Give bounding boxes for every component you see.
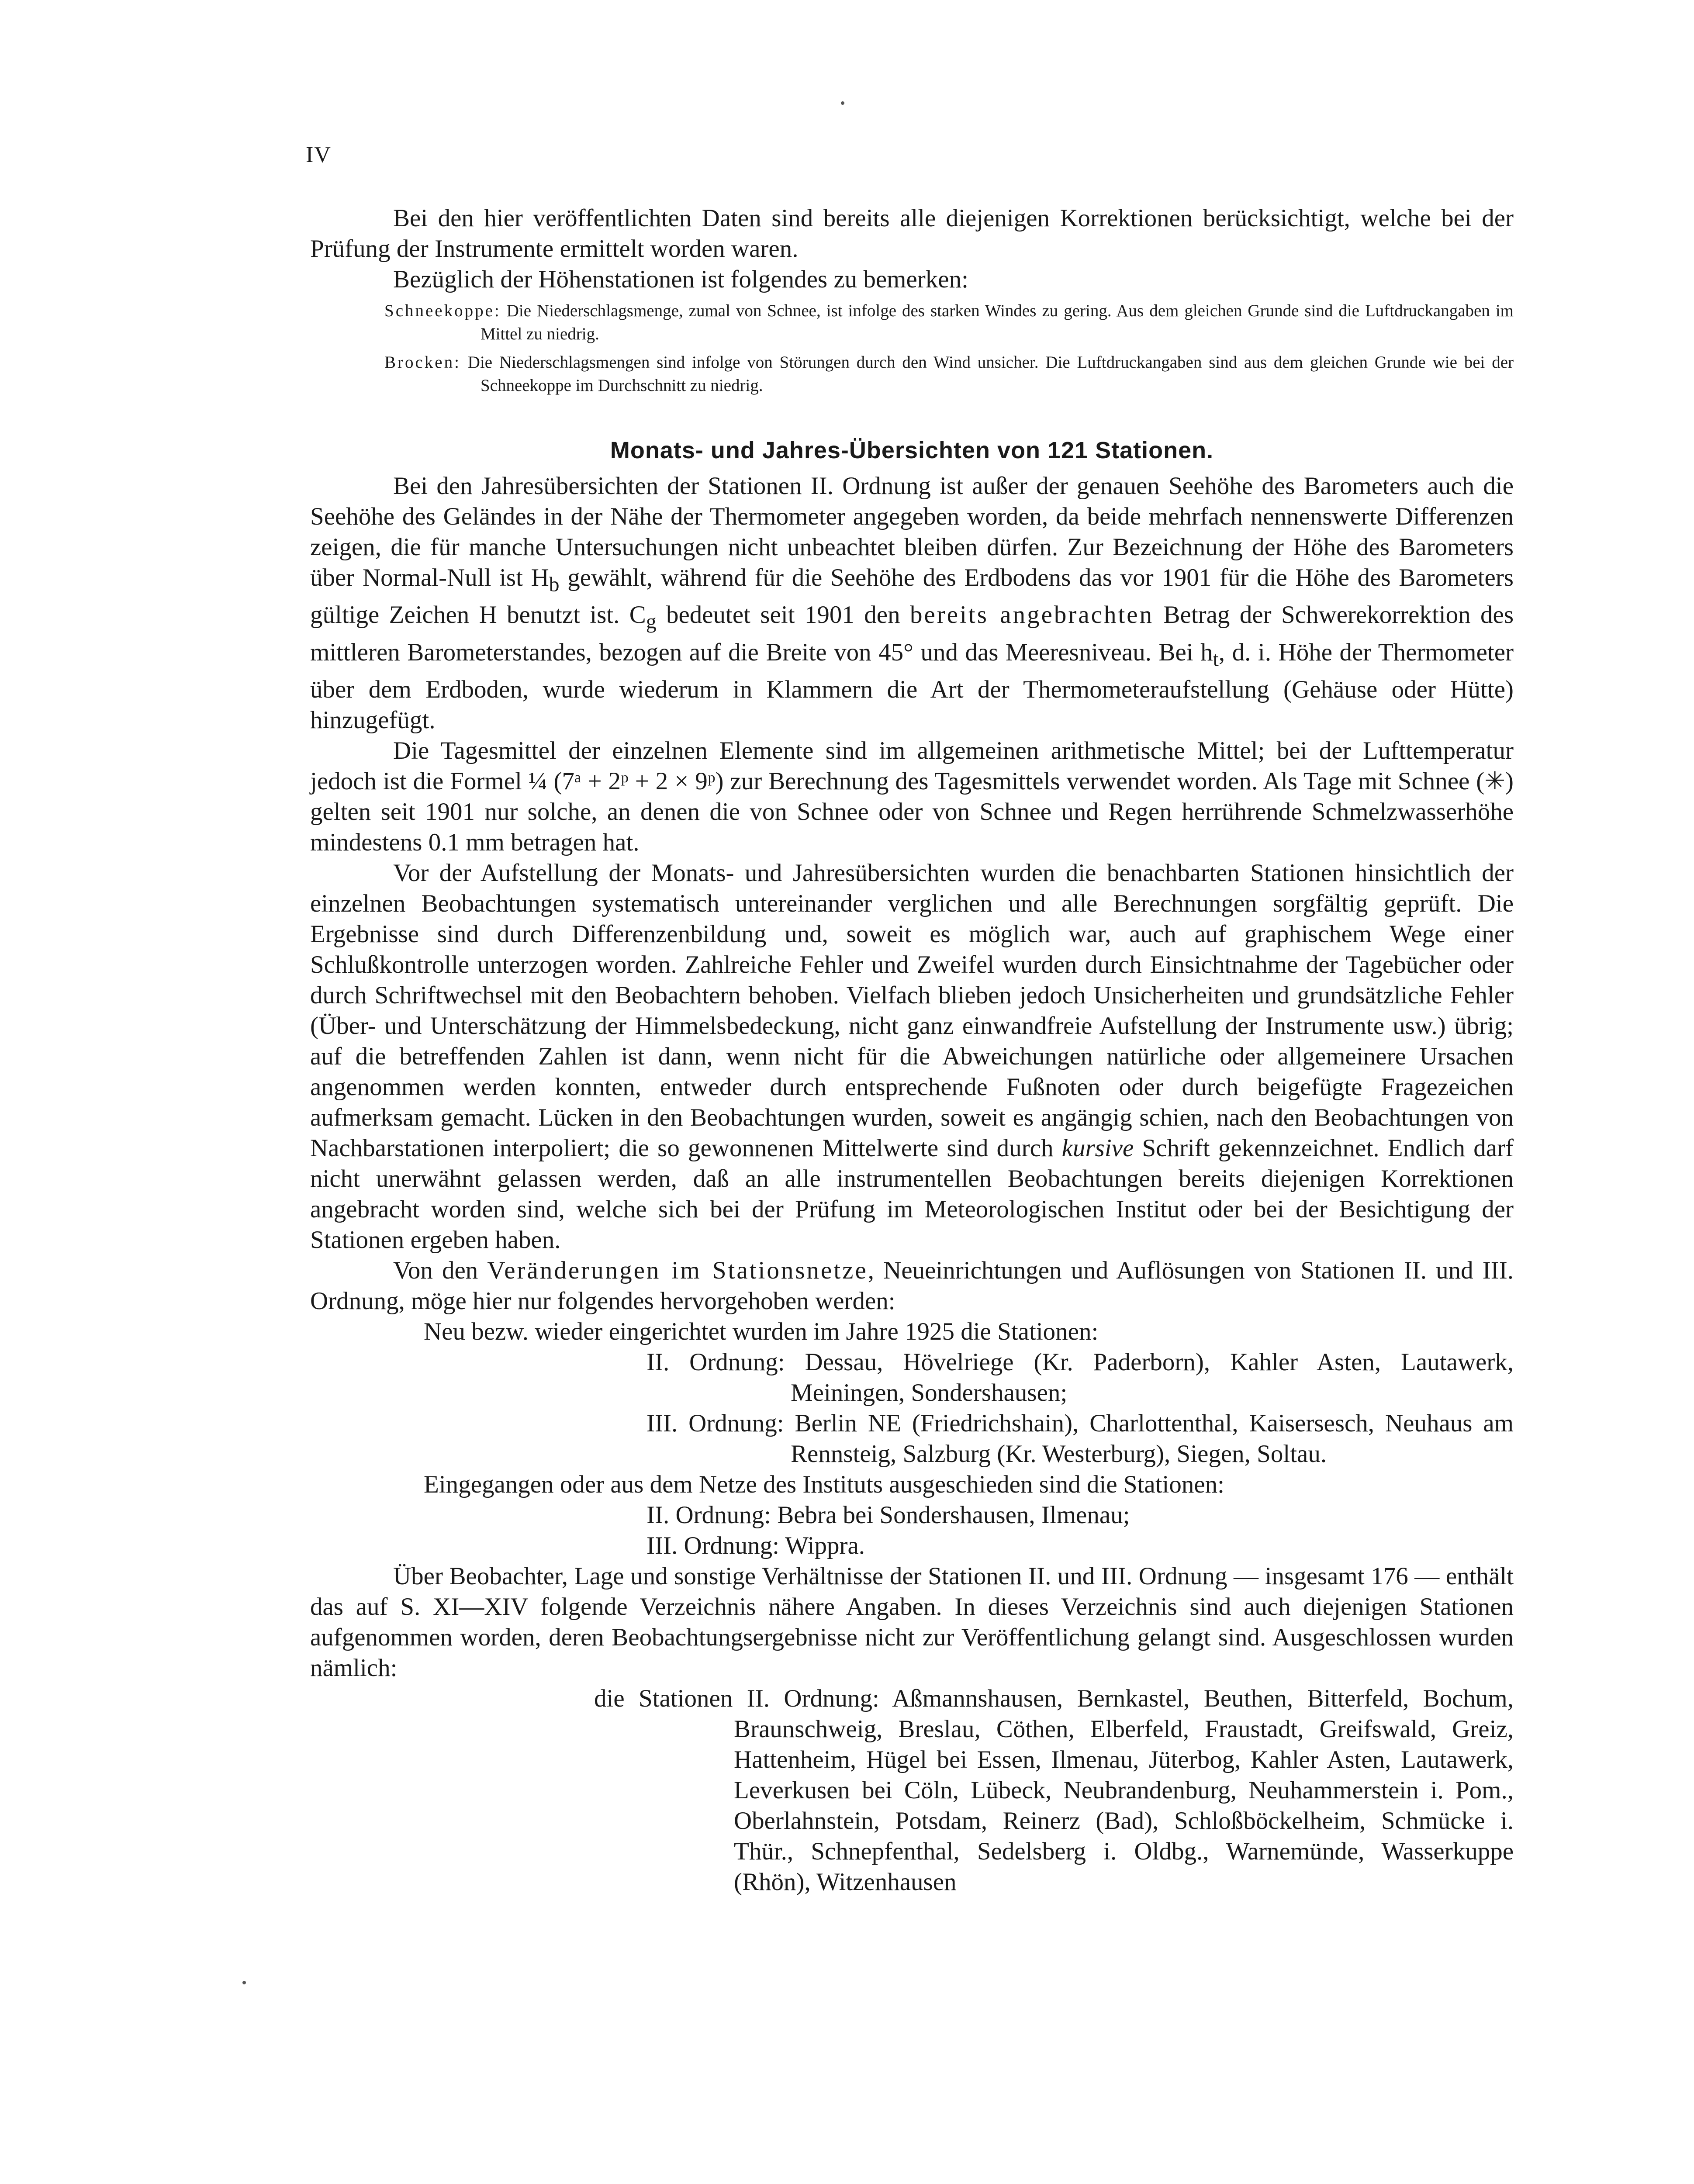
section-heading: Monats- und Jahres-Übersichten von 121 Stationen.: [610, 437, 1214, 463]
intro-paragraph-1: Bei den hier veröffentlichten Daten sind bereits alle diejenigen Korrektionen berücksichtigt, welche bei der Prüfung der Instrumente ermittelt worden waren.: [310, 204, 1514, 263]
spaced-emphasis: Veränderungen im Stationsnetze: [487, 1257, 868, 1285]
text-run: Von den: [393, 1257, 487, 1285]
text-run: Schrift gekennzeichnet. Endlich darf nicht unerwähnt gelassen werden, daß an alle instrumentellen Beobachtungen bereits diejenigen Korrektionen angebracht worden sind, welche sich bei der Prüfung im Meteorologischen Institut oder bei der Besichtigung der Stationen ergeben haben.: [310, 1134, 1514, 1254]
note-brocken: [384, 351, 1514, 397]
main-body: [310, 471, 1514, 1897]
note-station-name: Schneekoppe:: [384, 301, 501, 320]
note-station-name: Brocken:: [384, 353, 461, 372]
text-run: Vor der Aufstellung der Monats- und Jahresübersichten wurden die benachbarten Stationen hinsichtlich der einzelnen Beobachtungen systematisch untereinander verglichen und alle Berechnungen sorgfältig geprüft. Die Ergebnisse sind durch Differenzenbildung und, soweit es möglich war, auch auf graphischem Wege einer Schlußkontrolle unterzogen worden. Zahlreiche Fehler und Zweifel wurden durch Einsichtnahme der Tagebücher oder durch Schriftwechsel mit den Beobachtern behoben. Vielfach blieben jedoch Unsicherheiten und grundsätzliche Fehler (Über- und Unterschätzung der Himmelsbedeckung, nicht ganz einwandfreie Aufstellung der Instrumente usw.) übrig; auf die betreffenden Zahlen ist dann, wenn nicht für die Abweichungen natürliche oder allgemeinere Ursachen angenommen werden konnten, entweder durch entsprechende Fußnoten oder durch beigefügte Fragezeichen aufmerksam gemacht. Lücken in den Beobachtungen wurden, soweit es angängig schien, nach den Beobachtungen von Nachbarstationen interpoliert; die so gewonnenen Mittelwerte sind durch: [310, 859, 1514, 1162]
subscript: b: [549, 573, 560, 596]
excluded-stations: die Stationen II. Ordnung: Aßmannshausen, Bernkastel, Beuthen, Bitterfeld, Bochum, Braunschweig, Breslau, Cöthen, Elberfeld, Fraustadt, Greifswald, Greiz, Hattenheim, Hügel bei Essen, Ilmenau, Jüterbog, Kahler Asten, Lautawerk, Leverkusen bei Cöln, Lübeck, Neubrandenburg, Neuhammerstein i. Pom., Oberlahnstein, Potsdam, Reinerz (Bad), Schloßböckelheim, Schmücke i. Thür., Schnepfenthal, Sedelsberg i. Oldbg., Warnemünde, Wasserkuppe (Rhön), Witzenhausen: [594, 1685, 1514, 1896]
text-run: bedeutet seit 1901 den: [656, 601, 910, 629]
print-speck: [242, 1981, 246, 1984]
body-paragraph-3: [310, 858, 1514, 1255]
closed-stations-order-ii: II. Ordnung: Bebra bei Sondershausen, Ilmenau;: [646, 1501, 1130, 1529]
closed-stations-order-iii: III. Ordnung: Wippra.: [646, 1532, 865, 1560]
intro-section: [310, 203, 1514, 295]
spaced-emphasis: bereits angebrachten: [909, 601, 1154, 629]
subscript: g: [646, 610, 657, 633]
text-run: Bei den Jahresübersichten der Stationen II. Ordnung ist außer der genauen Seehöhe des Barometers auch die Seehöhe des Geländes in der Nähe der Thermometer angegeben worden, da beide mehrfach nennenswerte Differenzen zeigen, die für manche Untersuchungen nicht unbeachtet bleiben dürfen. Zur Bezeichnung der Höhe des Barometers über Normal-Null ist H: [310, 472, 1514, 591]
text-run: gewählt, während für die Seehöhe des Erdbodens das vor 1901 für die Höhe des Barometers gültige Zeichen H benutzt ist. C: [310, 564, 1514, 629]
station-changes-list: [310, 1317, 1514, 1561]
print-speck: [841, 101, 844, 105]
station-notes: [384, 299, 1514, 397]
new-stations-intro: Neu bezw. wieder eingerichtet wurden im Jahre 1925 die Stationen:: [424, 1318, 1099, 1346]
body-paragraph-1: [310, 471, 1514, 736]
text-run: , d. i. Höhe der Thermometer über dem Erdboden, wurde wiederum in Klammern die Art der Thermometeraufstellung (Gehäuse oder Hütte) hinzugefügt.: [310, 638, 1514, 734]
subscript: t: [1213, 648, 1219, 671]
text-run: , Neueinrichtungen und Auflösungen von Stationen II. und III. Ordnung, möge hier nur folgendes hervorgehoben werden:: [310, 1257, 1514, 1315]
new-stations-order-ii: II. Ordnung: Dessau, Hövelriege (Kr. Paderborn), Kahler Asten, Lautawerk, Meiningen, Sondershausen;: [646, 1348, 1514, 1407]
body-paragraph-4: [310, 1255, 1514, 1317]
new-stations-order-iii: III. Ordnung: Berlin NE (Friedrichshain), Charlottenthal, Kaisersesch, Neuhaus am Rennsteig, Salzburg (Kr. Westerburg), Siegen, Soltau.: [646, 1410, 1514, 1468]
body-paragraph-5: Über Beobachter, Lage und sonstige Verhältnisse der Stationen II. und III. Ordnung — insgesamt 176 — enthält das auf S. XI—XIV folgende Verzeichnis nähere Angaben. In dieses Verzeichnis sind auch diejenigen Stationen aufgenommen worden, deren Beobachtungsergebnisse nicht zur Veröffentlichung gelangt sind. Ausgeschlossen wurden nämlich:: [310, 1562, 1514, 1682]
note-schneekoppe: [384, 299, 1514, 346]
note-text: Die Niederschlagsmenge, zumal von Schnee, ist infolge des starken Windes zu gering. Aus dem gleichen Grunde sind die Luftdruckangaben im Mittel zu niedrig.: [481, 301, 1514, 343]
note-text: Die Niederschlagsmengen sind infolge von Störungen durch den Wind unsicher. Die Luftdruckangaben sind aus dem gleichen Grunde wie bei der Schneekoppe im Durchschnitt zu niedrig.: [460, 353, 1514, 395]
intro-paragraph-2: Bezüglich der Höhenstationen ist folgendes zu bemerken:: [393, 266, 968, 293]
italic-word: kursive: [1061, 1134, 1134, 1162]
text-run: Betrag der Schwerekorrektion des mittleren Barometerstandes, bezogen auf die Breite von 45° und das Meeresniveau. Bei h: [310, 601, 1514, 666]
body-paragraph-2: Die Tagesmittel der einzelnen Elemente sind im allgemeinen arithmetische Mittel; bei der Lufttemperatur jedoch ist die Formel ¼ (7ᵃ + 2ᵖ + 2 × 9ᵖ) zur Berechnung des Tagesmittels verwendet worden. Als Tage mit Schnee (✳) gelten seit 1901 nur solche, an denen die von Schnee oder von Schnee und Regen herrührende Schmelzwasserhöhe mindestens 0.1 mm betragen hat.: [310, 737, 1514, 857]
closed-stations-intro: Eingegangen oder aus dem Netze des Instituts ausgeschieden sind die Stationen:: [424, 1471, 1225, 1499]
page-number: IV: [306, 142, 332, 167]
